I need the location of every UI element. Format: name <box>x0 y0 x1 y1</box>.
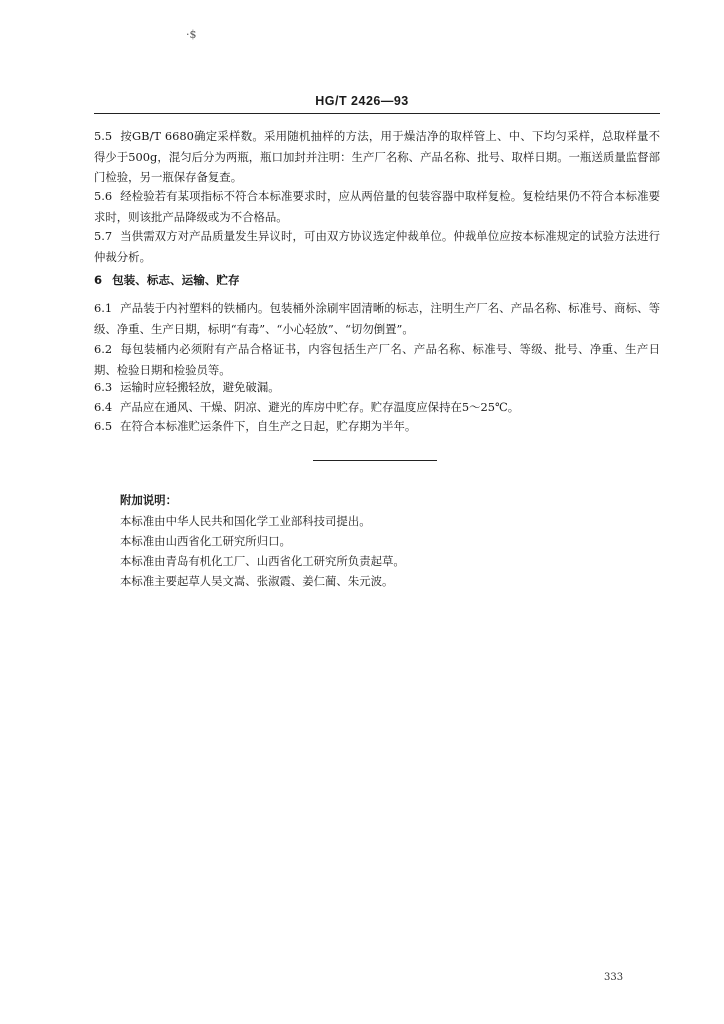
note-line: 本标准由中华人民共和国化学工业部科技司提出。 <box>120 514 371 528</box>
section-divider <box>313 460 437 461</box>
standard-code-header: HG/T 2426—93 <box>315 94 409 108</box>
clause-text: 按GB/T 6680确定采样数。采用随机抽样的方法，用于燥洁净的取样管上、中、下均匀采样，总取样量不得少于500g，混匀后分为两瓶，瓶口加封并注明：生产厂名称、产品名称、批号、取样日期。一瓶送质量监督部门检验，另一瓶保存备复查。 <box>94 129 660 184</box>
header-rule <box>94 113 660 114</box>
chapter-title: 包装、标志、运输、贮存 <box>112 273 240 287</box>
clause-number: 6.3 <box>94 380 113 394</box>
clause-5-7 <box>94 226 660 267</box>
clause-6-4 <box>94 397 660 418</box>
note-line: 本标准主要起草人吴文嵩、张淑霞、姜仁蔺、朱元波。 <box>120 574 394 588</box>
clause-6-2 <box>94 339 660 380</box>
clause-text: 当供需双方对产品质量发生异议时，可由双方协议选定仲裁单位。仲裁单位应按本标准规定的试验方法进行仲裁分析。 <box>94 229 660 264</box>
clause-number: 6.5 <box>94 419 113 433</box>
clause-6-5 <box>94 416 660 437</box>
clause-text: 产品装于内衬塑料的铁桶内。包装桶外涂刷牢固清晰的标志，注明生产厂名、产品名称、标准号、商标、等级、净重、生产日期，标明“有毒”、“小心轻放”、“切勿倒置”。 <box>94 301 660 336</box>
clause-number: 5.5 <box>94 129 113 143</box>
clause-number: 6.4 <box>94 400 113 414</box>
clause-text: 运输时应轻搬轻放，避免破漏。 <box>120 380 280 394</box>
clause-5-6 <box>94 186 660 227</box>
clause-number: 6.1 <box>94 301 113 315</box>
note-line: 本标准由青岛有机化工厂、山西省化工研究所负责起草。 <box>120 554 405 568</box>
clause-number: 6.2 <box>94 342 113 356</box>
clause-text: 在符合本标准贮运条件下，自生产之日起，贮存期为半年。 <box>120 419 417 433</box>
scan-mark: ·$ <box>186 28 197 41</box>
chapter-number: 6 <box>94 273 103 287</box>
clause-text: 产品应在通风、干燥、阴凉、避光的库房中贮存。贮存温度应保持在5～25℃。 <box>120 400 520 414</box>
page-number: 333 <box>604 972 624 983</box>
clause-number: 5.7 <box>94 229 113 243</box>
chapter-heading <box>94 272 240 288</box>
clause-text: 经检验若有某项指标不符合本标准要求时，应从两倍量的包装容器中取样复检。复检结果仍不符合本标准要求时，则该批产品降级或为不合格品。 <box>94 189 660 224</box>
clause-number: 5.6 <box>94 189 113 203</box>
notes-title: 附加说明： <box>120 493 177 507</box>
clause-6-1 <box>94 298 660 339</box>
clause-5-5 <box>94 126 660 188</box>
clause-text: 每包装桶内必须附有产品合格证书，内容包括生产厂名、产品名称、标准号、等级、批号、净重、生产日期、检验日期和检验员等。 <box>94 342 660 377</box>
note-line: 本标准由山西省化工研究所归口。 <box>120 534 291 548</box>
clause-6-3 <box>94 377 660 398</box>
